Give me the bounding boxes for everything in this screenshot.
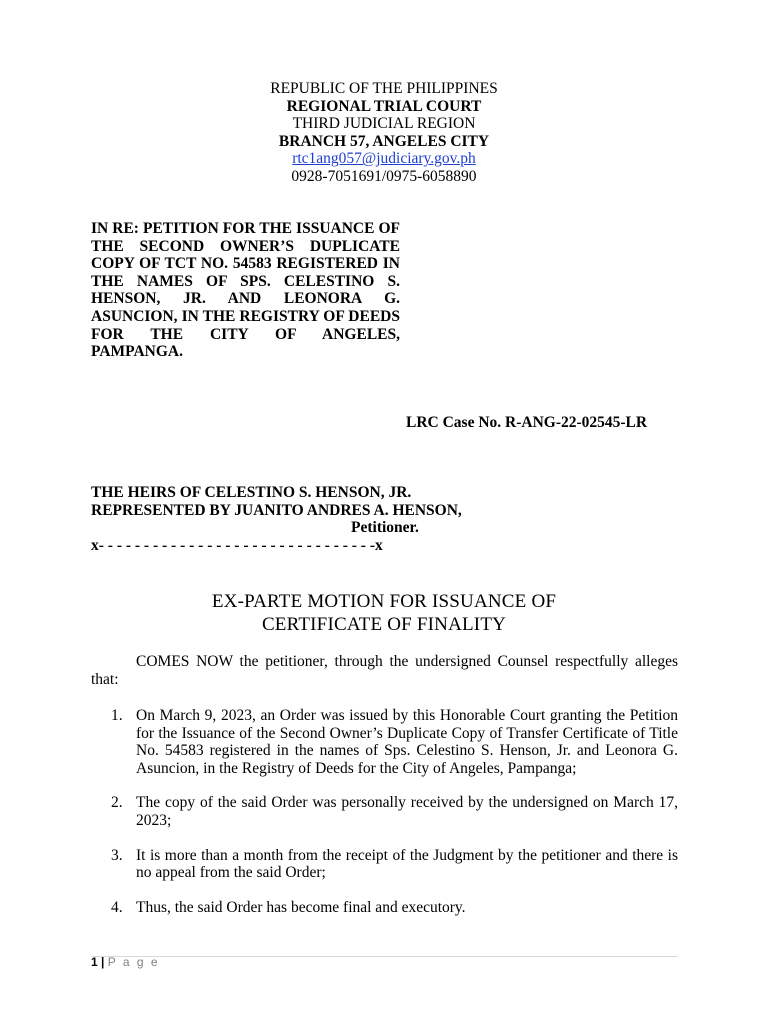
intro-paragraph: COMES NOW the petitioner, through the undersigned Counsel respectfully alleges that: [91, 653, 678, 688]
page-number: 1 [91, 955, 98, 969]
parties-role: Petitioner. [351, 519, 419, 537]
header-branch: BRANCH 57, ANGELES CITY [278, 132, 490, 150]
item-number: 1. [111, 707, 123, 724]
item-text: It is more than a month from the receipt of the Judgment by the petitioner and there is no appeal from the said Order; [136, 846, 678, 882]
page-label: P a g e [107, 955, 160, 969]
item-number: 3. [111, 846, 123, 864]
footer-divider [91, 956, 678, 957]
title-line-2: CERTIFICATE OF FINALITY [261, 614, 507, 635]
list-item [91, 899, 678, 917]
header-phones: 0928-7051691/0975-6058890 [291, 167, 477, 185]
document-title [0, 590, 768, 636]
item-text: The copy of the said Order was personally received by the undersigned on March 17, 2023; [136, 794, 678, 829]
list-item [91, 847, 678, 882]
parties-heirs: THE HEIRS OF CELESTINO S. HENSON, JR. [91, 484, 412, 501]
item-number: 4. [111, 898, 123, 916]
title-line-1: EX-PARTE MOTION FOR ISSUANCE OF [211, 591, 557, 612]
header-republic: REPUBLIC OF THE PHILIPPINES [270, 80, 498, 97]
item-text: Thus, the said Order has become final and executory. [136, 898, 466, 916]
item-number: 2. [111, 794, 123, 812]
list-item [91, 794, 678, 829]
header-court: REGIONAL TRIAL COURT [286, 97, 482, 115]
case-caption: IN RE: PETITION FOR THE ISSUANCE OF THE SECOND OWNER’S DUPLICATE COPY OF TCT NO. 54583 REGISTERED IN THE NAMES OF SPS. CELESTINO S. HENSON, JR. AND LEONORA G. ASUNCION, IN THE REGISTRY OF DEEDS FOR THE CITY OF ANGELES, PAMPANGA. [91, 220, 400, 361]
court-header [0, 80, 768, 186]
page-footer [91, 955, 160, 969]
header-region: THIRD JUDICIAL REGION [292, 115, 476, 133]
list-item [91, 707, 678, 777]
parties-represented: REPRESENTED BY JUANITO ANDRES A. HENSON, [91, 501, 462, 519]
allegations-list [91, 707, 678, 916]
caption-separator: x- - - - - - - - - - - - - - - - - - - - - - - - - - - - - - -x [91, 536, 383, 554]
case-number: LRC Case No. R-ANG-22-02545-LR [406, 414, 648, 431]
footer-separator: | [101, 955, 105, 969]
parties-block [91, 484, 511, 554]
item-text: On March 9, 2023, an Order was issued by this Honorable Court granting the Petition for the Issuance of the Second Owner’s Duplicate Copy of Transfer Certificate of Title No. 54583 registered in the names of Sps. Celestino S. Henson, Jr. and Leonora G. Asuncion, in the Registry of Deeds for the City of Angeles, Pampanga; [136, 707, 678, 777]
header-email-link[interactable]: rtc1ang057@judiciary.gov.ph [292, 150, 476, 168]
